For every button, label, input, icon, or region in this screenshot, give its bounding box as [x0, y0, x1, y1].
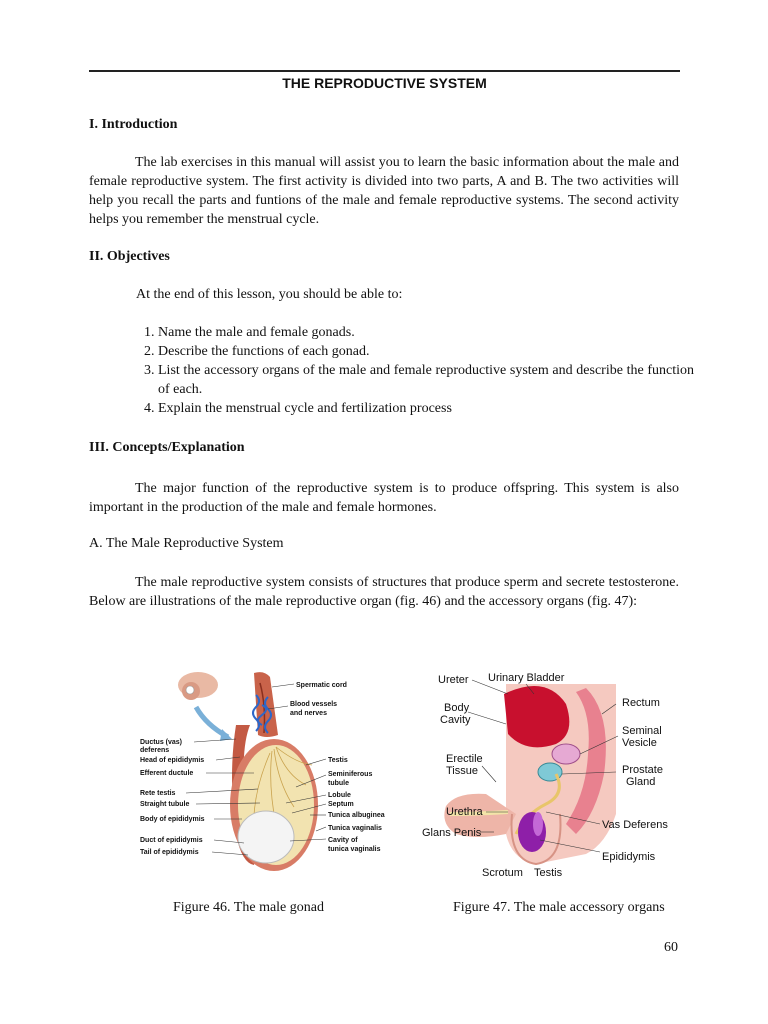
objectives-list: [144, 323, 694, 418]
label: Testis: [534, 867, 563, 879]
header-rule: [89, 70, 680, 72]
male-system-heading: A. The Male Reproductive System: [89, 536, 284, 551]
label: Lobule: [328, 792, 351, 799]
label: Cavity of: [328, 837, 358, 844]
label: Body: [444, 702, 470, 714]
label: Cavity: [440, 714, 471, 726]
label: Seminal: [622, 725, 662, 737]
label: Tunica albuginea: [328, 812, 385, 819]
label: and nerves: [290, 710, 327, 717]
label: tubule: [328, 780, 349, 787]
label: Ureter: [438, 674, 469, 686]
label: Gland: [626, 776, 656, 788]
label: Rete testis: [140, 790, 176, 797]
figure-46-male-gonad: [136, 665, 398, 880]
label: Tissue: [446, 765, 478, 777]
label: Body of epididymis: [140, 816, 205, 823]
label: Blood vessels: [290, 701, 338, 708]
label: tunica vaginalis: [328, 846, 381, 853]
label: Scrotum: [482, 867, 523, 879]
objectives-lead: At the end of this lesson, you should be able to:: [136, 287, 403, 302]
label: Ductus (vas): [140, 739, 183, 746]
male-system-paragraph: The male reproductive system consists of structures that produce sperm and secrete testosterone. Below are illustrations of the male reproductive organ (fig. 46) and the accessory organs (fig. 47):: [89, 575, 679, 609]
objective-item: 1. Name the male and female gonads.: [158, 323, 694, 342]
page-title: THE REPRODUCTIVE SYSTEM: [282, 75, 487, 91]
label: Testis: [328, 757, 348, 764]
label: Tunica vaginalis: [328, 825, 382, 832]
intro-paragraph: The lab exercises in this manual will assist you to learn the basic information about the male and female reproductive system. The first activity is divided into two parts, A and B. The two activities will help you recall the parts and funtions of the male and female reproductive systems. The second activity helps you remember the menstrual cycle.: [89, 155, 679, 227]
figure-46-caption: Figure 46. The male gonad: [173, 900, 324, 915]
label: Septum: [328, 801, 354, 808]
figure-46-left-labels: [140, 739, 205, 856]
objective-item: 4. Explain the menstrual cycle and fertilization process: [158, 399, 694, 418]
label: Efferent ductule: [140, 770, 194, 777]
objective-item: 3. List the accessory organs of the male and female reproductive system and describe the function of each.: [158, 361, 694, 399]
figure-47-male-accessory-organs: [416, 664, 678, 884]
label: Vas Deferens: [602, 819, 668, 831]
label: Prostate: [622, 764, 663, 776]
label: Duct of epididymis: [140, 837, 203, 844]
label: deferens: [140, 747, 170, 754]
label: Rectum: [622, 697, 660, 709]
concepts-paragraph: The major function of the reproductive system is to produce offspring. This system is also important in the production of the male and female hormones.: [89, 481, 679, 515]
label: Straight tubule: [140, 801, 190, 808]
label: Urinary Bladder: [488, 672, 565, 684]
intro-heading: I. Introduction: [89, 117, 178, 132]
label: Seminiferous: [328, 771, 373, 778]
objectives-heading: II. Objectives: [89, 249, 170, 264]
page-number: 60: [664, 940, 678, 955]
figure-47-caption: Figure 47. The male accessory organs: [453, 900, 665, 915]
concepts-heading: III. Concepts/Explanation: [89, 440, 245, 455]
label: Urethra: [446, 806, 483, 818]
label: Head of epididymis: [140, 757, 205, 764]
label: Tail of epididymis: [140, 849, 199, 856]
objective-item: 2. Describe the functions of each gonad.: [158, 342, 694, 361]
label: Vesicle: [622, 737, 657, 749]
label: Epididymis: [602, 851, 656, 863]
label: Erectile: [446, 753, 483, 765]
label: Spermatic cord: [296, 682, 347, 689]
label: Glans Penis: [422, 827, 482, 839]
inset-illustration: [178, 672, 232, 741]
